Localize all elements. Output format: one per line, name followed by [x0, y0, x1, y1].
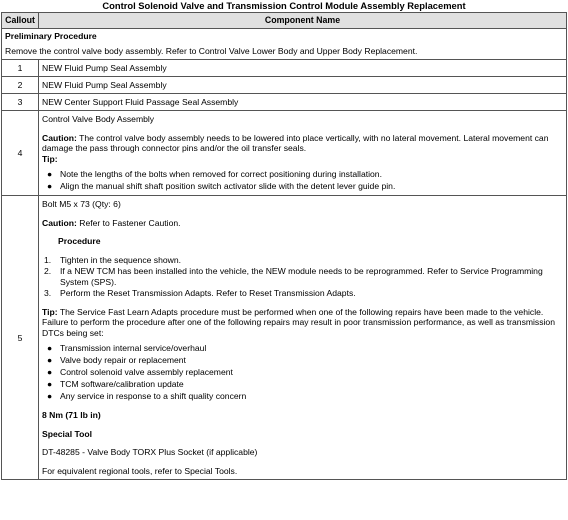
table-row: [2, 94, 567, 111]
list-item: ● Align the manual shift shaft position switch activator slide with the detent lever guide pin.: [47, 181, 396, 191]
caution-note: [42, 133, 562, 154]
bullet-icon: ●: [47, 355, 53, 365]
tip-text: The Service Fast Learn Adapts procedure must be performed when one of the following repairs have been made to the vehicle. Failure to perform the procedure after one of the following repairs may result in poor transmission performance, as well as transmission DTCs being set:: [42, 306, 555, 338]
bullet-icon: ●: [47, 379, 53, 389]
list-item: ● TCM software/calibration update: [47, 379, 184, 389]
caution-text: Refer to Fastener Caution.: [76, 217, 181, 228]
table-row: [2, 60, 567, 77]
component-name-header: Component Name: [39, 13, 567, 29]
tip-label: Tip:: [42, 306, 58, 317]
component-name: Control Valve Body Assembly: [42, 114, 155, 124]
preliminary-heading-row: [2, 29, 567, 45]
bullet-icon: ●: [47, 367, 53, 377]
procedure-steps: [42, 255, 562, 299]
list-item: ● Any service in response to a shift quality concern: [47, 391, 247, 401]
special-tool-heading: Special Tool: [42, 428, 92, 439]
callout-number: 4: [2, 111, 39, 196]
list-item: ● Transmission internal service/overhaul: [47, 343, 207, 353]
component-detail: [39, 111, 567, 196]
caution-label: Caution:: [42, 132, 77, 143]
preliminary-text: Remove the control valve body assembly. Refer to Control Valve Lower Body and Upper Body Replacement.: [2, 44, 567, 60]
caution-text: The control valve body assembly needs to be lowered into place vertically, with no lateral movement. Lateral movement can damage the pass through connector pins and/or the oil transfer seals.: [42, 132, 549, 153]
bullet-icon: ●: [47, 391, 53, 401]
repair-list: [42, 342, 562, 402]
callout-number: 5: [2, 196, 39, 480]
list-item: ● Control solenoid valve assembly replacement: [47, 367, 233, 377]
caution-label: Caution:: [42, 217, 77, 228]
procedure-heading: Procedure: [58, 236, 101, 246]
bullet-icon: ●: [47, 169, 53, 179]
list-item: ● Note the lengths of the bolts when removed for correct positioning during installation.: [47, 169, 382, 179]
list-item: 3. Perform the Reset Transmission Adapts. Refer to Reset Transmission Adapts.: [44, 287, 356, 298]
component-name: NEW Fluid Pump Seal Assembly: [39, 60, 567, 77]
torque-spec: 8 Nm (71 lb in): [42, 410, 101, 420]
component-name: Bolt M5 x 73 (Qty: 6): [42, 199, 121, 209]
special-tool-text: DT-48285 - Valve Body TORX Plus Socket (if applicable): [42, 447, 258, 457]
component-table: [1, 12, 567, 480]
callout-number: 2: [2, 77, 39, 94]
list-item: 2. If a NEW TCM has been installed into the vehicle, the NEW module needs to be reprogrammed. Refer to Service Programming System (SPS).: [44, 265, 543, 287]
bullet-icon: ●: [47, 343, 53, 353]
callout-number: 3: [2, 94, 39, 111]
component-name: NEW Center Support Fluid Passage Seal Assembly: [39, 94, 567, 111]
list-item: ● Valve body repair or replacement: [47, 355, 186, 365]
preliminary-text-row: [2, 44, 567, 60]
preliminary-heading: Preliminary Procedure: [2, 29, 567, 45]
document-title: Control Solenoid Valve and Transmission Control Module Assembly Replacement: [102, 0, 466, 11]
bullet-icon: ●: [47, 181, 53, 191]
table-row: [2, 77, 567, 94]
table-header-row: [2, 13, 567, 29]
component-detail: [39, 196, 567, 480]
regional-tools-text: For equivalent regional tools, refer to Special Tools.: [42, 465, 238, 476]
table-row: [2, 196, 567, 480]
callout-header: Callout: [2, 13, 39, 29]
list-item: 1. Tighten in the sequence shown.: [44, 254, 182, 265]
tip-list: [42, 168, 562, 192]
caution-note: [42, 218, 562, 229]
tip-label: Tip:: [42, 153, 58, 164]
tip-note: [42, 307, 562, 339]
component-name: NEW Fluid Pump Seal Assembly: [39, 77, 567, 94]
callout-number: 1: [2, 60, 39, 77]
table-row: [2, 111, 567, 196]
